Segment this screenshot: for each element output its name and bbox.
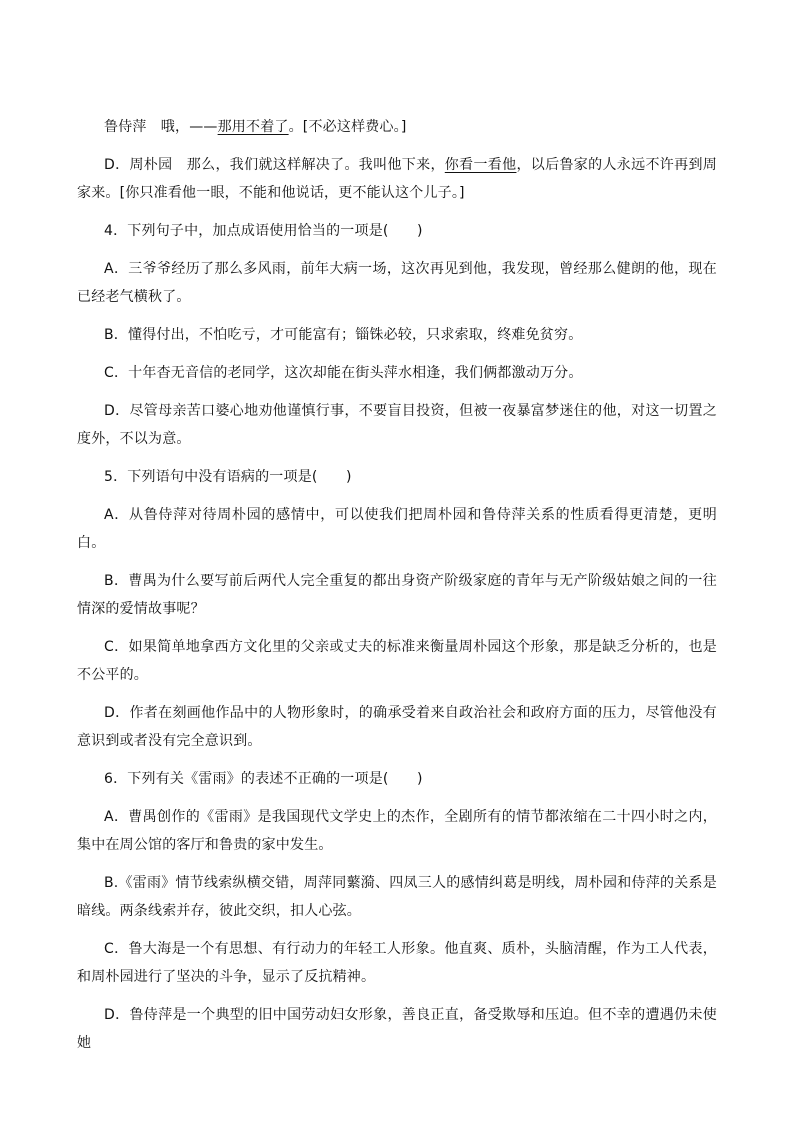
text-segment: D．周朴园 那么，我们就这样解决了。我叫他下来， — [104, 157, 445, 173]
text-segment: C．如果简单地拿西方文化里的父亲或丈夫的标准来衡量周朴园这个形象，那是缺乏分析的，也是不公平的。 — [77, 639, 717, 683]
underlined-text: 你看一看他 — [444, 157, 517, 173]
paragraph — [77, 803, 717, 859]
paragraph — [77, 397, 717, 453]
underlined-text: 那用不着了 — [217, 119, 289, 135]
text-segment: 4．下列句子中，加点成语使用恰当的一项是( ) — [104, 223, 423, 239]
text-segment: D．作者在刻画他作品中的人物形象时，的确承受着来自政治社会和政府方面的压力，尽管他没有意识到或者没有完全意识到。 — [77, 705, 717, 749]
paragraph — [77, 765, 717, 793]
paragraph — [77, 463, 717, 491]
document-body — [77, 113, 717, 1067]
text-segment: A．从鲁侍萍对待周朴园的感情中，可以使我们把周朴园和鲁侍萍关系的性质看得更清楚，更明白。 — [77, 507, 717, 551]
text-segment: ，以后鲁家的人永远不许再到周家来。[你只准看他一眼，不能和他说话，更不能认这个儿子。] — [77, 157, 717, 201]
text-segment: D．尽管母亲苦口婆心地劝他谨慎行事，不要盲目投资，但被一夜暴富梦迷住的他，对这一切置之度外，不以为意。 — [77, 403, 717, 447]
text-segment: D．鲁侍萍是一个典型的旧中国劳动妇女形象，善良正直，备受欺辱和压迫。但不幸的遭遇仍未使她 — [77, 1007, 717, 1051]
paragraph — [77, 869, 717, 925]
text-segment: 。[不必这样费心。] — [288, 119, 407, 135]
paragraph — [77, 699, 717, 755]
text-segment: C．十年杳无音信的老同学，这次却能在街头萍水相逢，我们俩都激动万分。 — [104, 365, 583, 381]
text-segment: 鲁侍萍 哦，—— — [104, 119, 218, 135]
paragraph — [77, 567, 717, 623]
text-segment: C．鲁大海是一个有思想、有行动力的年轻工人形象。他直爽、质朴，头脑清醒，作为工人代表，和周朴园进行了坚决的斗争，显示了反抗精神。 — [77, 941, 717, 985]
text-segment: A．曹禺创作的《雷雨》是我国现代文学史上的杰作，全剧所有的情节都浓缩在二十四小时之内，集中在周公馆的客厅和鲁贵的家中发生。 — [77, 809, 717, 853]
paragraph — [77, 633, 717, 689]
paragraph — [77, 151, 717, 207]
paragraph — [77, 321, 717, 349]
text-segment: A．三爷爷经历了那么多风雨，前年大病一场，这次再见到他，我发现，曾经那么健朗的他，现在已经老气横秋了。 — [77, 261, 717, 305]
text-segment: 6．下列有关《雷雨》的表述不正确的一项是( ) — [104, 771, 423, 787]
text-segment: B．懂得付出，不怕吃亏，才可能富有；锱铢必较，只求索取，终难免贫穷。 — [104, 327, 583, 343]
paragraph — [77, 935, 717, 991]
paragraph — [77, 255, 717, 311]
text-segment: 5．下列语句中没有语病的一项是( ) — [104, 469, 352, 485]
paragraph — [77, 1001, 717, 1057]
text-segment: B.《雷雨》情节线索纵横交错，周萍同蘩漪、四凤三人的感情纠葛是明线，周朴园和侍萍的关系是暗线。两条线索并存，彼此交织，扣人心弦。 — [77, 875, 717, 919]
paragraph — [77, 359, 717, 387]
paragraph — [77, 217, 717, 245]
paragraph — [77, 113, 717, 141]
text-segment: B．曹禺为什么要写前后两代人完全重复的都出身资产阶级家庭的青年与无产阶级姑娘之间的一往情深的爱情故事呢？ — [77, 573, 717, 617]
paragraph — [77, 501, 717, 557]
